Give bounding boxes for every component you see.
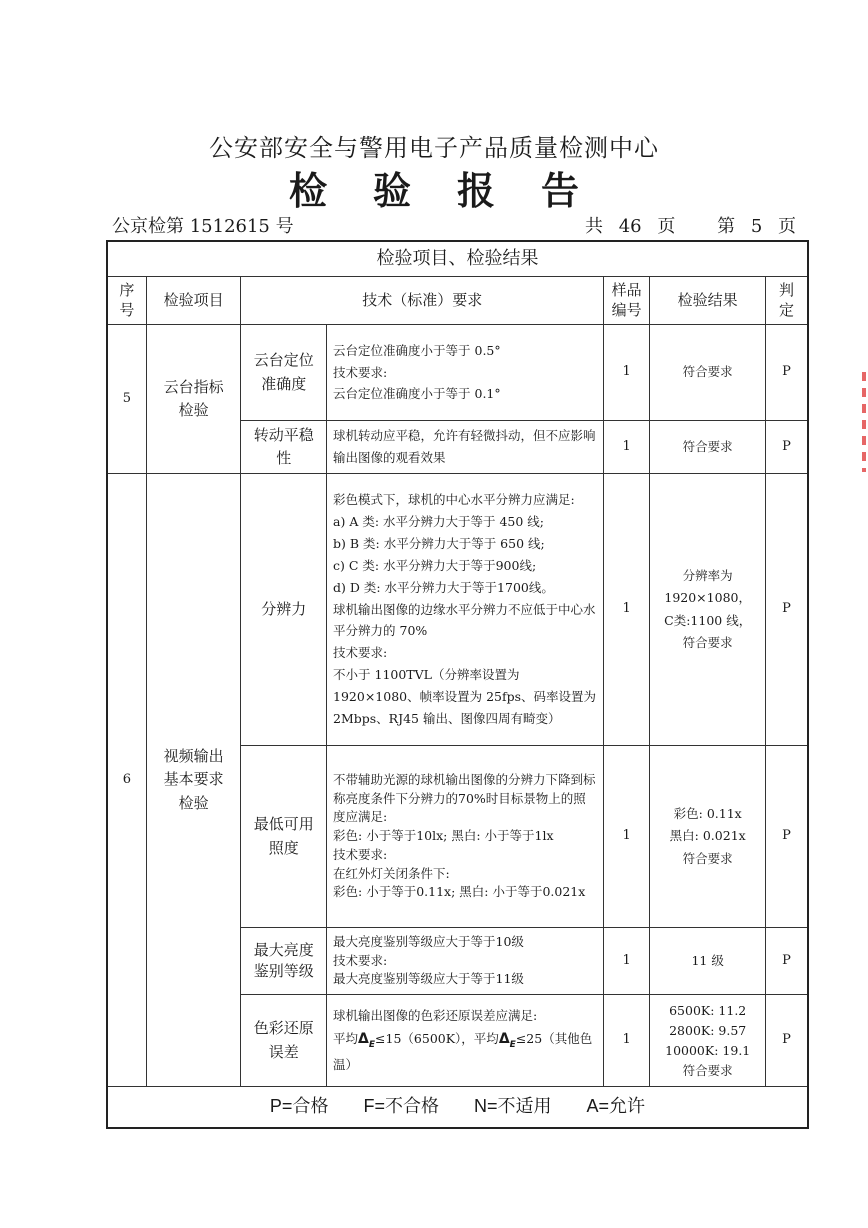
requirement-cell bbox=[327, 928, 604, 995]
report-number: 公京检第 1512615 号 bbox=[112, 216, 294, 237]
page-info bbox=[585, 212, 796, 238]
result-table bbox=[106, 240, 809, 1129]
requirement-line: 云台定位准确度小于等于 0.5° bbox=[333, 342, 501, 358]
requirement-line: 技术要求: bbox=[333, 645, 388, 661]
legend-allowed: A=允许 bbox=[586, 1096, 646, 1117]
requirement-cell bbox=[327, 995, 604, 1087]
sample-cell: 1 bbox=[603, 421, 649, 474]
requirement-line: 彩色: 小于等于0.11x; 黑白: 小于等于0.021x bbox=[333, 884, 586, 900]
seam-stamp bbox=[862, 372, 866, 472]
requirement-line: b) B 类: 水平分辨力大于等于 650 线; bbox=[333, 535, 545, 551]
col-verdict: 判定 bbox=[766, 277, 808, 325]
col-seq: 序号 bbox=[107, 277, 146, 325]
sample-cell: 1 bbox=[603, 325, 649, 421]
col-requirement: 技术（标准）要求 bbox=[241, 277, 604, 325]
verdict-cell: P bbox=[766, 995, 808, 1087]
result-cell: 分辨率为 1920×1080， C类:1100 线，符合要求 bbox=[650, 474, 766, 746]
requirement-line: 技术要求: bbox=[333, 846, 388, 862]
requirement-line: a) A 类: 水平分辨力大于等于 450 线; bbox=[333, 514, 545, 530]
result-cell: 符合要求 bbox=[650, 421, 766, 474]
sample-cell: 1 bbox=[603, 995, 649, 1087]
table-row bbox=[107, 325, 808, 421]
legend-pass: P=合格 bbox=[269, 1096, 329, 1117]
sample-cell: 1 bbox=[603, 928, 649, 995]
result-line: 6500K: 11.2 bbox=[669, 1002, 747, 1018]
result-line: 黑白: 0.021x bbox=[669, 828, 746, 844]
requirement-line: d) D 类: 水平分辨力大于等于1700线。 bbox=[333, 579, 554, 595]
legend bbox=[107, 1087, 808, 1129]
requirement-cell bbox=[327, 474, 604, 746]
table-row bbox=[107, 474, 808, 746]
sub-item-cell: 色彩还原误差 bbox=[241, 995, 327, 1087]
sub-item-cell: 云台定位准确度 bbox=[241, 325, 327, 421]
requirement-cell bbox=[327, 325, 604, 421]
requirement-line: c) C 类: 水平分辨力大于等于900线; bbox=[333, 557, 537, 573]
col-result: 检验结果 bbox=[650, 277, 766, 325]
result-line: 符合要求 bbox=[682, 1062, 733, 1078]
report-title: 检验报告 bbox=[288, 168, 625, 213]
seq-cell: 5 bbox=[107, 325, 146, 474]
result-cell bbox=[650, 746, 766, 928]
requirement-line: 球机输出图像的色彩还原误差应满足: bbox=[333, 1008, 538, 1024]
total-pages: 共 46 页 bbox=[585, 216, 676, 237]
requirement-line: 球机转动应平稳，允许有轻微抖动，但不应影响输出图像的观看效果 bbox=[333, 428, 596, 465]
requirement-line: 不带辅助光源的球机输出图像的分辨力下降到标称亮度条件下分辨力的70%时目标景物上的照度应满足: bbox=[333, 771, 596, 825]
sample-cell: 1 bbox=[603, 746, 649, 928]
requirement-line: 技术要求: bbox=[333, 364, 388, 380]
sub-item-cell: 转动平稳性 bbox=[241, 421, 327, 474]
requirement-cell bbox=[327, 421, 604, 474]
requirement-line: 彩色模式下，球机的中心水平分辨力应满足: bbox=[333, 492, 575, 508]
sub-item-cell: 最低可用照度 bbox=[241, 746, 327, 928]
requirement-formula: 平均$\Delta_E\le 15(6500K)$，平均$\Delta_E\le 25$（其他色温） bbox=[333, 1031, 593, 1072]
org-name: 公安部安全与警用电子产品质量检测中心 bbox=[209, 134, 659, 162]
col-sample: 样品编号 bbox=[603, 277, 649, 325]
sub-item-cell: 分辨力 bbox=[241, 474, 327, 746]
item-cell: 云台指标检验 bbox=[146, 325, 241, 474]
sub-item-cell: 最大亮度鉴别等级 bbox=[241, 928, 327, 995]
requirement-line: 最大亮度鉴别等级应大于等于10级 bbox=[333, 933, 524, 949]
verdict-cell: P bbox=[766, 474, 808, 746]
result-line: 符合要求 bbox=[682, 850, 733, 866]
section-title: 检验项目、检验结果 bbox=[107, 241, 808, 277]
verdict-cell: P bbox=[766, 928, 808, 995]
verdict-cell: P bbox=[766, 421, 808, 474]
result-line: 彩色: 0.11x bbox=[673, 805, 742, 821]
result-line: 2800K: 9.57 bbox=[669, 1022, 747, 1038]
result-line: 10000K: 19.1 bbox=[665, 1042, 751, 1058]
requirement-line: 技术要求: bbox=[333, 952, 388, 968]
delta-e-symbol: $\Delta_E$ bbox=[498, 1031, 516, 1051]
seq-cell: 6 bbox=[107, 474, 146, 1087]
verdict-cell: P bbox=[766, 746, 808, 928]
legend-na: N=不适用 bbox=[474, 1096, 552, 1117]
requirement-cell bbox=[327, 746, 604, 928]
result-cell: 符合要求 bbox=[650, 325, 766, 421]
sample-cell: 1 bbox=[603, 474, 649, 746]
requirement-line: 不小于 1100TVL（分辨率设置为 1920×1080、帧率设置为 25fps、码率设置为 2Mbps、RJ45 输出、图像四周有畸变） bbox=[333, 667, 597, 726]
delta-e-symbol: $\Delta_E$ bbox=[358, 1031, 376, 1051]
requirement-line: 彩色: 小于等于10lx; 黑白: 小于等于1lx bbox=[333, 828, 554, 844]
result-cell: 11 级 bbox=[650, 928, 766, 995]
result-cell bbox=[650, 995, 766, 1087]
requirement-line: 球机输出图像的边缘水平分辨力不应低于中心水平分辨力的 70% bbox=[333, 601, 596, 639]
verdict-cell: P bbox=[766, 325, 808, 421]
requirement-line: 最大亮度鉴别等级应大于等于11级 bbox=[333, 971, 524, 987]
col-item: 检验项目 bbox=[146, 277, 241, 325]
current-page: 第 5 页 bbox=[717, 216, 796, 237]
legend-fail: F=不合格 bbox=[363, 1096, 439, 1117]
requirement-line: 云台定位准确度小于等于 0.1° bbox=[333, 386, 501, 402]
requirement-line: 在红外灯关闭条件下: bbox=[333, 865, 450, 881]
item-cell: 视频输出基本要求检验 bbox=[146, 474, 241, 1087]
